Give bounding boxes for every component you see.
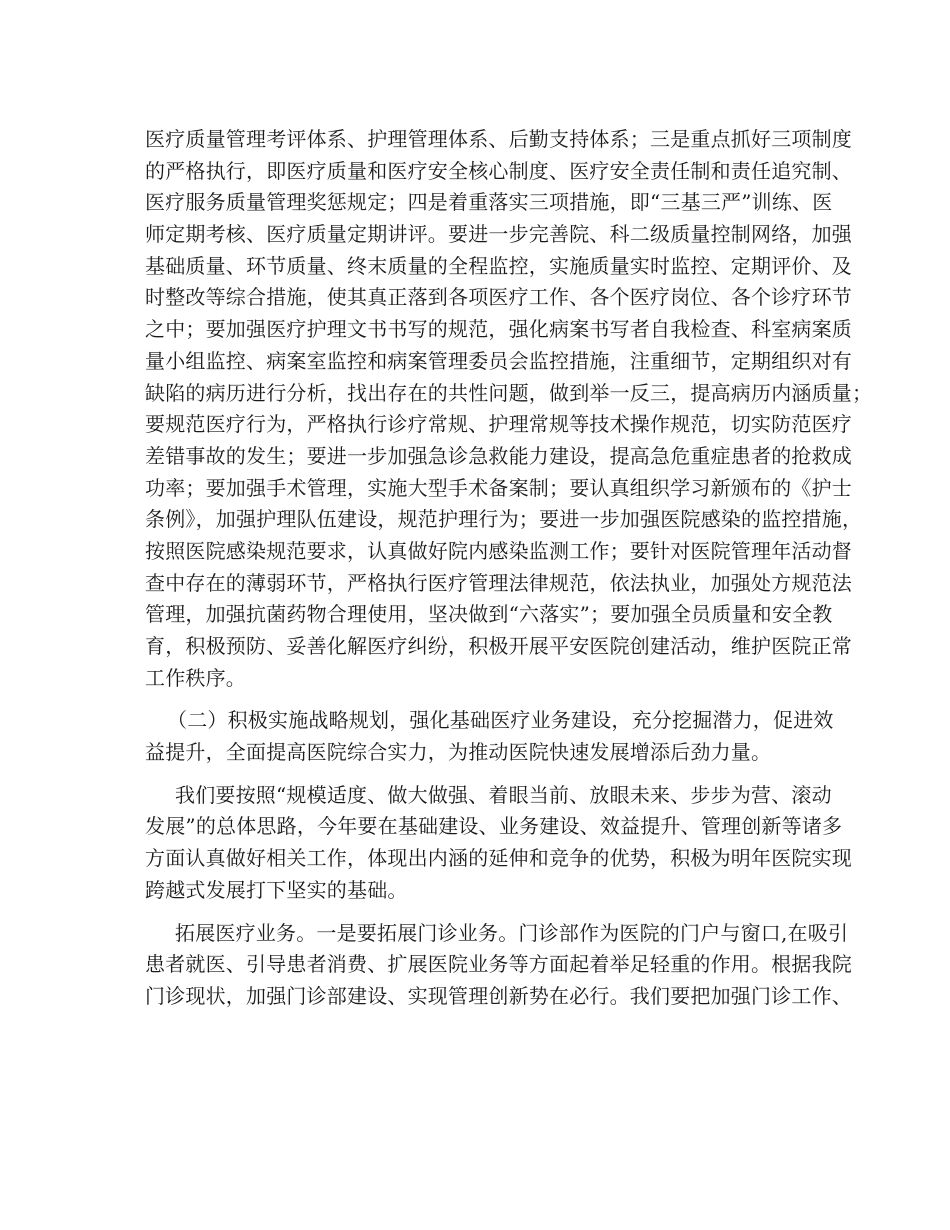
paragraph-spacer: [145, 694, 805, 705]
text-line: 医疗服务质量管理奖惩规定；四是着重落实三项措施，即“三基三严”训练、医: [145, 190, 833, 215]
document-body: [145, 124, 873, 1013]
text-line: 育，积极预防、妥善化解医疗纠纷，积极开展平安医院创建活动，维护医院正常: [145, 634, 852, 658]
text-line: 时整改等综合措施，使其真正落到各项医疗工作、各个医疗岗位、各个诊疗环节: [145, 285, 852, 310]
text-line: 量小组监控、病案室监控和病案管理委员会监控措施，注重细节，定期组织对有: [145, 348, 852, 373]
paragraph-2: [145, 705, 834, 768]
text-line: 跨越式发展打下坚实的基础。: [145, 877, 408, 902]
text-line: 基础质量、环节质量、终末质量的全程监控，实施质量实时监控、定期评价、及: [145, 253, 852, 278]
text-line: 师定期考核、医疗质量定期讲评。要进一步完善院、科二级质量控制网络，加强: [145, 222, 852, 247]
text-line: 我们要按照“规模适度、做大做强、着眼当前、放眼未来、步步为营、滚动: [175, 782, 832, 807]
paragraph-3: [145, 780, 852, 907]
text-line: 工作秩序。: [145, 665, 246, 690]
text-line: 的严格执行，即医疗质量和医疗安全核心制度、医疗安全责任制和责任追究制、: [145, 158, 852, 183]
text-line: 按照医院感染规范要求，认真做好院内感染监测工作；要针对医院管理年活动督: [145, 538, 852, 563]
section-heading-line: （二）积极实施战略规划，强化基础医疗业务建设，充分挖掘潜力，促进效: [167, 708, 834, 733]
text-line: 条例》，加强护理队伍建设，规范护理行为；要进一步加强医院感染的监控措施，: [145, 507, 863, 532]
text-line: 方面认真做好相关工作，体现出内涵的延伸和竞争的优势，积极为明年医院实现: [145, 846, 852, 871]
paragraph-4: [145, 918, 852, 1013]
text-line: 差错事故的发生；要进一步加强急诊急救能力建设，提高急危重症患者的抢救成: [145, 443, 852, 468]
text-line: 门诊现状，加强门诊部建设、实现管理创新势在必行。我们要把加强门诊工作、: [145, 983, 852, 1008]
section-heading-line: 益提升，全面提高医院综合实力，为推动医院快速发展增添后劲力量。: [145, 740, 772, 765]
text-line: 功率；要加强手术管理，实施大型手术备案制；要认真组织学习新颁布的《护士: [145, 475, 852, 500]
text-line: 医疗质量管理考评体系、护理管理体系、后勤支持体系；三是重点抓好三项制度: [145, 127, 852, 151]
text-line: 之中；要加强医疗护理文书书写的规范，强化病案书写者自我检查、科室病案质: [145, 317, 852, 342]
paragraph-1: [145, 124, 873, 694]
text-line: 要规范医疗行为，严格执行诊疗常规、护理常规等技术操作规范，切实防范医疗: [145, 412, 852, 437]
text-line: 拓展医疗业务。一是要拓展门诊业务。门诊部作为医院的门户与窗口,在吸引: [175, 920, 849, 945]
text-line: 查中存在的薄弱环节，严格执行医疗管理法律规范，依法执业，加强处方规范法: [145, 570, 852, 595]
paragraph-spacer: [145, 769, 805, 780]
text-line: 患者就医、引导患者消费、扩展医院业务等方面起着举足轻重的作用。根据我院: [145, 952, 852, 977]
text-line: 发展”的总体思路，今年要在基础建设、业务建设、效益提升、管理创新等诸多: [145, 814, 843, 839]
text-line: 管理，加强抗菌药物合理使用，坚决做到“六落实”；要加强全员质量和安全教: [145, 602, 833, 627]
paragraph-spacer: [145, 907, 805, 918]
text-line: 缺陷的病历进行分析，找出存在的共性问题，做到举一反三，提高病历内涵质量；: [145, 380, 873, 405]
